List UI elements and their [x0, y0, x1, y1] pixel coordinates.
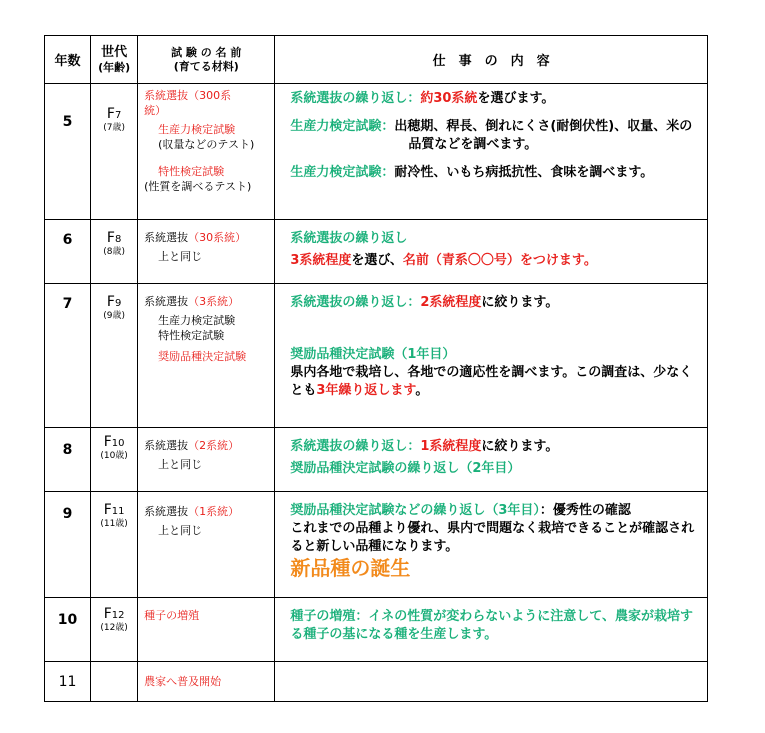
generation-cell: F11 (11歳) — [91, 492, 138, 598]
generation-cell: F8 (8歳) — [91, 220, 138, 284]
header-generation: 世代 (年齢) — [91, 36, 138, 84]
work-cell: 系統選抜の繰り返し：2系統程度に絞ります。 奨励品種決定試験（1年目） 県内各地で栽培し、各地での適応性を調べます。この調査は、少なくとも3年繰り返します。 — [275, 284, 708, 428]
generation-cell: F9 (9歳) — [91, 284, 138, 428]
trial-cell: 系統選抜（3系統） 生産力検定試験 特性検定試験 奨励品種決定試験 — [138, 284, 275, 428]
work-cell — [275, 662, 708, 702]
table-row — [45, 492, 708, 598]
trial-cell: 農家へ普及開始 — [138, 662, 275, 702]
year-cell: 6 — [45, 220, 91, 284]
trial-cell: 系統選抜（300系 統） 生産力検定試験 (収量などのテスト) 特性検定試験 (性質を調べるテスト) — [138, 84, 275, 220]
header-row — [45, 36, 708, 84]
table-row — [45, 598, 708, 662]
year-cell: 10 — [45, 598, 91, 662]
header-work: 仕 事 の 内 容 — [275, 36, 708, 84]
table-row — [45, 284, 708, 428]
generation-cell — [91, 662, 138, 702]
work-cell: 系統選抜の繰り返し：1系統程度に絞ります。 奨励品種決定試験の繰り返し（2年目） — [275, 428, 708, 492]
generation-cell: F7 (7歳) — [91, 84, 138, 220]
table-row — [45, 220, 708, 284]
year-cell: 7 — [45, 284, 91, 428]
header-years: 年数 — [45, 36, 91, 84]
year-cell: 5 — [45, 84, 91, 220]
trial-cell: 系統選抜（30系統） 上と同じ — [138, 220, 275, 284]
work-cell: 系統選抜の繰り返し：約30系統を選びます。 生産力検定試験：出穂期、稈長、倒れにくさ(耐倒伏性)、収量、米の品質などを調べます。 生産力検定試験：耐冷性、いもち病抵抗性、食味を調べます。 — [275, 84, 708, 220]
year-cell: 9 — [45, 492, 91, 598]
work-cell: 種子の増殖：イネの性質が変わらないように注意して、農家が栽培する種子の基になる種を生産します。 — [275, 598, 708, 662]
new-variety-headline: 新品種の誕生 — [290, 556, 411, 580]
table-row — [45, 84, 708, 220]
year-cell: 8 — [45, 428, 91, 492]
work-cell: 奨励品種決定試験などの繰り返し（3年目）：優秀性の確認 これまでの品種より優れ、県内で問題なく栽培できることが確認されると新しい品種になります。 新品種の誕生 — [275, 492, 708, 598]
table-row — [45, 662, 708, 702]
generation-cell: F10 (10歳) — [91, 428, 138, 492]
header-trial: 試 験 の 名 前 (育てる材料) — [138, 36, 275, 84]
generation-cell: F12 (12歳) — [91, 598, 138, 662]
year-cell: 11 — [45, 662, 91, 702]
trial-cell: 系統選抜（1系統） 上と同じ — [138, 492, 275, 598]
table-row — [45, 428, 708, 492]
trial-cell: 種子の増殖 — [138, 598, 275, 662]
trial-cell: 系統選抜（2系統） 上と同じ — [138, 428, 275, 492]
breeding-schedule-table — [44, 35, 708, 702]
work-cell: 系統選抜の繰り返し 3系統程度を選び、名前（青系〇〇号）をつけます。 — [275, 220, 708, 284]
